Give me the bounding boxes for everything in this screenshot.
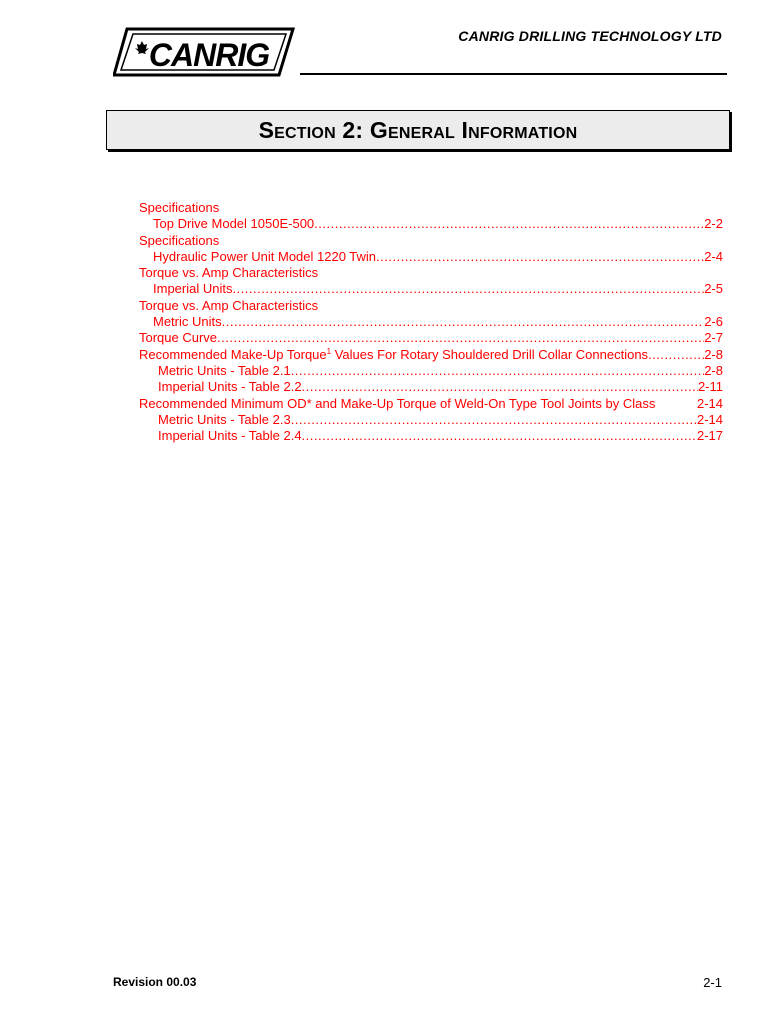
toc-entry[interactable] bbox=[139, 379, 723, 395]
toc-page-number: 2-14 bbox=[696, 411, 723, 427]
svg-text:CANRIG: CANRIG bbox=[148, 37, 270, 73]
canrig-logo bbox=[113, 27, 295, 77]
dot-leader bbox=[376, 249, 704, 265]
toc-heading: Torque vs. Amp Characteristics bbox=[139, 265, 319, 281]
toc-entry-label: Recommended Minimum OD* and Make-Up Torque of Weld-On Type Tool Joints by Class bbox=[139, 395, 656, 411]
header-rule bbox=[300, 73, 727, 75]
toc-entry[interactable] bbox=[139, 363, 723, 379]
toc-entry-label: Metric Units - Table 2.3 bbox=[158, 411, 291, 427]
toc-entry-label: Imperial Units bbox=[153, 281, 233, 297]
toc-entry-label: Metric Units bbox=[153, 314, 222, 330]
toc-entry[interactable] bbox=[139, 428, 723, 444]
toc-page-number: 2-5 bbox=[704, 281, 723, 297]
page-number: 2-1 bbox=[703, 975, 722, 990]
toc-entry[interactable] bbox=[139, 216, 723, 232]
toc-page-number: 2-6 bbox=[704, 314, 723, 330]
toc-entry-label: Imperial Units - Table 2.2 bbox=[158, 379, 302, 395]
toc-page-number: 2-17 bbox=[696, 428, 723, 444]
toc-page-number: 2-14 bbox=[696, 395, 723, 411]
toc-heading: Specifications bbox=[139, 232, 220, 248]
toc-page-number: 2-8 bbox=[704, 362, 723, 378]
toc-entry-label: Metric Units - Table 2.1 bbox=[158, 362, 291, 378]
toc-entry-label: Top Drive Model 1050E-500 bbox=[153, 216, 315, 232]
dot-leader bbox=[314, 216, 704, 232]
toc-entry-label: Torque Curve bbox=[139, 330, 218, 346]
footnote-marker: 1 bbox=[326, 346, 332, 356]
toc-entry[interactable] bbox=[139, 412, 723, 428]
company-name: CANRIG DRILLING TECHNOLOGY LTD bbox=[458, 28, 722, 44]
toc-entry[interactable] bbox=[139, 281, 723, 297]
toc-page-number: 2-2 bbox=[704, 216, 723, 232]
toc-entry-label: Recommended Make-Up Torque$^1$ Values For Rotary Shouldered Drill Collar Connections bbox=[139, 346, 649, 362]
toc-page-number: 2-11 bbox=[697, 379, 723, 395]
toc-entry[interactable] bbox=[139, 396, 723, 412]
section-title-box bbox=[106, 110, 730, 150]
toc-heading: Specifications bbox=[139, 200, 220, 215]
dot-leader bbox=[222, 314, 705, 330]
toc-page-number: 2-4 bbox=[704, 248, 723, 264]
dot-leader bbox=[232, 281, 704, 297]
toc-entry[interactable] bbox=[139, 249, 723, 265]
revision-label: Revision 00.03 bbox=[113, 975, 197, 989]
toc-entry[interactable] bbox=[139, 347, 723, 363]
toc-entry[interactable] bbox=[139, 314, 723, 330]
section-title: Section 2: General Information bbox=[258, 116, 578, 143]
dot-leader bbox=[302, 428, 697, 444]
dot-leader bbox=[217, 330, 704, 346]
dot-leader bbox=[302, 379, 698, 395]
toc-page-number: 2-8 bbox=[704, 346, 723, 362]
toc-heading: Torque vs. Amp Characteristics bbox=[139, 297, 319, 313]
toc-entry-label: Hydraulic Power Unit Model 1220 Twin bbox=[153, 248, 377, 264]
dot-leader bbox=[648, 347, 704, 363]
dot-leader bbox=[291, 363, 705, 379]
toc-page-number: 2-7 bbox=[704, 330, 723, 346]
dot-leader bbox=[291, 412, 697, 428]
table-of-contents bbox=[139, 200, 723, 444]
toc-entry[interactable] bbox=[139, 330, 723, 346]
toc-entry-label: Imperial Units - Table 2.4 bbox=[158, 428, 302, 444]
